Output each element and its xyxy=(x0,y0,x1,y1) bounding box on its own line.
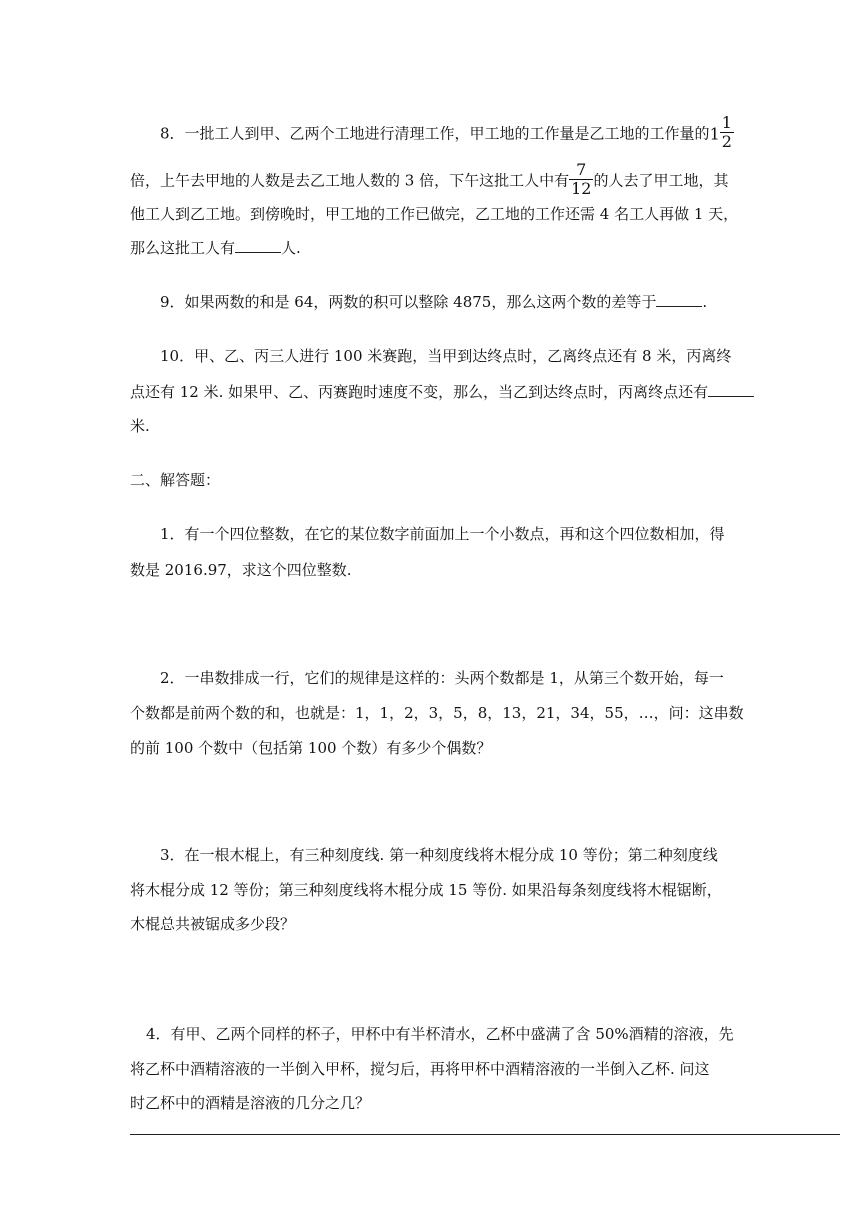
answer-blank[interactable] xyxy=(235,238,281,253)
p4-line-1: 4．有甲、乙两个同样的杯子，甲杯中有半杯清水，乙杯中盛满了含 50%酒精的溶液，先 xyxy=(146,1025,734,1043)
q9-line-1 xyxy=(160,292,707,312)
q10-line-3: 米. xyxy=(130,417,150,435)
q8-line-1 xyxy=(160,113,734,153)
p2-line-2: 个数都是前两个数的和，也就是：1，1，2，3，5，8，13，21，34，55，…，问：这串数 xyxy=(130,704,744,722)
q8-text: 8．一批工人到甲、乙两个工地进行清理工作，甲工地的工作量是乙工地的工作量的 xyxy=(160,124,710,143)
q8-text: 倍，上午去甲地的人数是去乙工地人数的 3 倍，下午这批工人中有 xyxy=(130,171,570,190)
fraction-numerator: 1 xyxy=(721,113,732,132)
q8-text: 人. xyxy=(281,239,301,257)
p1-line-2: 数是 2016.97，求这个四位整数. xyxy=(130,561,352,579)
q10-text: 点还有 12 米. 如果甲、乙、丙赛跑时速度不变，那么，当乙到达终点时，丙离终点还有 xyxy=(130,383,709,401)
p4-line-2: 将乙杯中酒精溶液的一半倒入甲杯，搅匀后，再将甲杯中酒精溶液的一半倒入乙杯. 问这 xyxy=(130,1060,710,1078)
q8-text: 那么这批工人有 xyxy=(130,239,236,257)
fraction-denominator: 12 xyxy=(571,179,592,198)
fraction-numerator: 7 xyxy=(569,161,593,180)
fraction-seven-twelfths xyxy=(569,161,593,198)
q10-line-2 xyxy=(130,382,754,402)
q8-line-2 xyxy=(130,160,729,200)
q8-line-3: 他工人到乙工地。到傍晚时，甲工地的工作已做完，乙工地的工作还需 4 名工人再做 1 天， xyxy=(130,205,739,223)
p3-line-3: 木棍总共被锯成多少段？ xyxy=(130,915,296,933)
section-title: 二、解答题： xyxy=(130,471,221,489)
p2-line-1: 2．一串数排成一行，它们的规律是这样的：头两个数都是 1，从第三个数开始，每一 xyxy=(160,669,724,687)
p4-line-3: 时乙杯中的酒精是溶液的几分之几？ xyxy=(130,1094,371,1112)
p3-line-2: 将木棍分成 12 等份；第三种刻度线将木棍分成 15 等份. 如果沿每条刻度线将木棍锯断， xyxy=(130,881,722,899)
q8-line-4 xyxy=(130,238,301,258)
p1-line-1: 1．有一个四位整数，在它的某位数字前面加上一个小数点，再和这个四位数相加，得 xyxy=(160,525,725,543)
q9-text: 9．如果两数的和是 64，两数的积可以整除 4875，那么这两个数的差等于 xyxy=(160,293,657,311)
answer-blank[interactable] xyxy=(708,382,754,397)
p2-line-3: 的前 100 个数中（包括第 100 个数）有多少个偶数？ xyxy=(130,739,492,757)
answer-blank[interactable] xyxy=(656,292,702,307)
mixed-number-fraction xyxy=(720,114,734,151)
q10-line-1: 10．甲、乙、丙三人进行 100 米赛跑，当甲到达终点时，乙离终点还有 8 米，丙离终 xyxy=(160,347,732,365)
q9-text: . xyxy=(702,293,708,311)
q8-text: 的人去了甲工地，其 xyxy=(593,171,729,190)
fraction-denominator: 2 xyxy=(721,132,732,151)
footer-rule xyxy=(130,1134,840,1135)
mixed-number-whole: 1 xyxy=(709,124,720,144)
p3-line-1: 3．在一根木棍上，有三种刻度线. 第一种刻度线将木棍分成 10 等份；第二种刻度线 xyxy=(160,846,718,864)
